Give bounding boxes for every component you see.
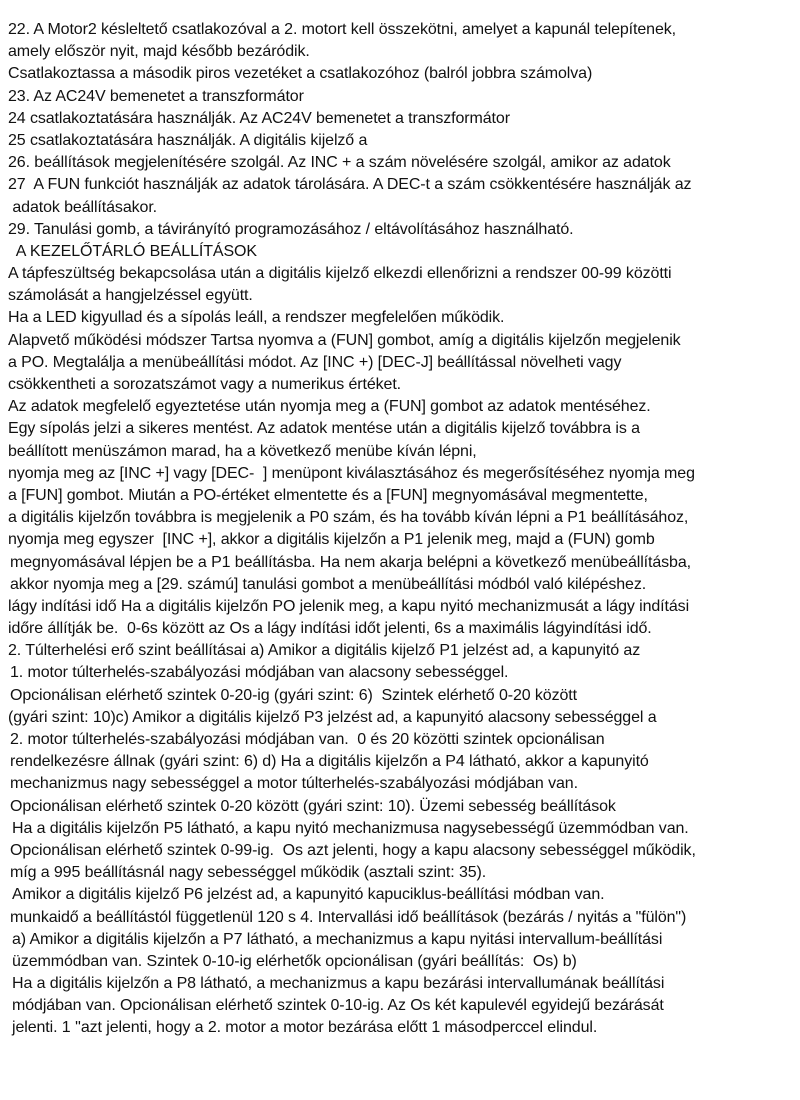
text-line: akkor nyomja meg a [29. számú] tanulási gombot a menübeállítási módból való kilépéshez. <box>10 575 647 593</box>
text-line: munkaidő a beállítástól függetlenül 120 s 4. Intervallási idő beállítások (bezárás / nyitás a "fülön") <box>10 908 687 926</box>
text-line: 27 A FUN funkciót használják az adatok tárolására. A DEC-t a szám csökkentésére használják az <box>8 176 692 194</box>
text-line: amely először nyit, majd később bezáródik. <box>8 43 310 61</box>
text-line: Ha a digitális kijelzőn P5 látható, a kapu nyitó mechanizmusa nagysebességű üzemmódban van. <box>12 819 689 837</box>
text-line: adatok beállításakor. <box>8 198 158 216</box>
text-line: Ha a LED kigyullad és a sípolás leáll, a rendszer megfelelően működik. <box>8 309 505 327</box>
text-line: jelenti. 1 ''azt jelenti, hogy a 2. motor a motor bezárása előtt 1 másodperccel elindul. <box>12 1019 598 1037</box>
text-line: 23. Az AC24V bemenetet a transzformátor <box>8 87 304 105</box>
text-line: lágy indítási idő Ha a digitális kijelzőn PO jelenik meg, a kapu nyitó mechanizmusát a lágy indítási <box>8 597 690 615</box>
text-line: 29. Tanulási gomb, a távirányító programozásához / eltávolításához használható. <box>8 220 574 238</box>
text-line: Egy sípolás jelzi a sikeres mentést. Az adatok mentése után a digitális kijelző továbbra is a <box>8 420 640 438</box>
text-line: 24 csatlakoztatására használják. Az AC24V bemenetet a transzformátor <box>8 109 510 127</box>
text-line: üzemmódban van. Szintek 0-10-ig elérhetők opcionálisan (gyári beállítás: Os) b) <box>12 952 577 970</box>
text-line: a PO. Megtalálja a menübeállítási módot. Az [INC +) [DEC-J] beállítással növelheti vagy <box>8 353 622 371</box>
text-line: 2. motor túlterhelés-szabályozási módjában van. 0 és 20 közötti szintek opcionálisan <box>10 731 605 748</box>
text-line: A tápfeszültség bekapcsolása után a digitális kijelző elkezdi ellenőrizni a rendszer 00-99 közötti <box>8 265 672 283</box>
text-line: rendelkezésre állnak (gyári szint: 6) d) Ha a digitális kijelzőn a P4 látható, akkor a kapunyitó <box>10 753 649 771</box>
text-line: a) Amikor a digitális kijelzőn a P7 látható, a mechanizmus a kapu nyitási intervallum-beállítási <box>12 930 663 948</box>
text-line: (gyári szint: 10)c) Amikor a digitális kijelző P3 jelzést ad, a kapunyitó alacsony sebességgel a <box>8 708 657 726</box>
text-line: csökkentheti a sorozatszámot vagy a numerikus értéket. <box>8 376 402 393</box>
text-line: Opcionálisan elérhető szintek 0-99-ig. Os azt jelenti, hogy a kapu alacsony sebességgel működik, <box>10 841 696 859</box>
text-line: 22. A Motor2 késleltető csatlakozóval a 2. motort kell összekötni, amelyet a kapunál telepítenek, <box>8 21 677 38</box>
text-line: Ha a digitális kijelzőn a P8 látható, a mechanizmus a kapu bezárási intervallumának beállítási <box>12 975 665 993</box>
text-line: 25 csatlakoztatására használják. A digitális kijelző a <box>8 131 368 149</box>
text-line: A KEZELŐTÁRLÓ BEÁLLÍTÁSOK <box>8 242 257 260</box>
text-line: Opcionálisan elérhető szintek 0-20 között (gyári szint: 10). Üzemi sebesség beállítások <box>10 797 616 815</box>
text-line: Opcionálisan elérhető szintek 0-20-ig (gyári szint: 6) Szintek elérhető 0-20 között <box>10 686 577 704</box>
text-line: 1. motor túlterhelés-szabályozási módjában van alacsony sebességgel. <box>10 664 509 682</box>
text-line: módjában van. Opcionálisan elérhető szintek 0-10-ig. Az Os két kapulevél egyidejű bezárását <box>12 997 664 1015</box>
text-line: Csatlakoztassa a második piros vezetéket a csatlakozóhoz (balról jobbra számolva) <box>8 65 593 83</box>
text-line: Amikor a digitális kijelző P6 jelzést ad, a kapunyitó kapuciklus-beállítási módban van. <box>12 886 605 904</box>
text-line: 26. beállítások megjelenítésére szolgál. Az INC + a szám növelésére szolgál, amikor az adatok <box>8 154 671 172</box>
text-line: a [FUN] gombot. Miután a PO-értéket elmentette és a [FUN] megnyomásával megmentette, <box>8 486 648 504</box>
document-page <box>8 19 798 1040</box>
text-line: mechanizmus nagy sebességgel a motor túlterhelés-szabályozási módjában van. <box>10 775 578 793</box>
text-line: a digitális kijelzőn továbbra is megjelenik a P0 szám, és ha tovább kíván lépni a P1 beállításához, <box>8 509 689 527</box>
text-line: nyomja meg egyszer [INC +], akkor a digitális kijelzőn a P1 jelenik meg, majd a (FUN) gomb <box>8 531 655 549</box>
text-line: 2. Túlterhelési erő szint beállításai a) Amikor a digitális kijelző P1 jelzést ad, a kapunyitó az <box>8 642 641 660</box>
text-line: megnyomásával lépjen be a P1 beállításba. Ha nem akarja belépni a következő menübeállításba, <box>10 553 692 571</box>
text-line: nyomja meg az [INC +] vagy [DEC- ] menüpont kiválasztásához és megerősítéséhez nyomja meg <box>8 464 695 482</box>
text-line: beállított menüszámon marad, ha a következő menübe kíván lépni, <box>8 442 477 460</box>
text-line: időre állítják be. 0-6s között az Os a lágy indítási időt jelenti, 6s a maximális lágyindítási idő. <box>8 620 652 638</box>
text-line: Alapvető működési módszer Tartsa nyomva a (FUN] gombot, amíg a digitális kijelzőn megjelenik <box>8 331 681 349</box>
text-line: számolását a hangjelzéssel együtt. <box>8 287 253 305</box>
text-line: Az adatok megfelelő egyeztetése után nyomja meg a (FUN] gombot az adatok mentéséhez. <box>8 398 651 416</box>
text-line: míg a 995 beállításnál nagy sebességgel működik (asztali szint: 35). <box>10 864 487 882</box>
